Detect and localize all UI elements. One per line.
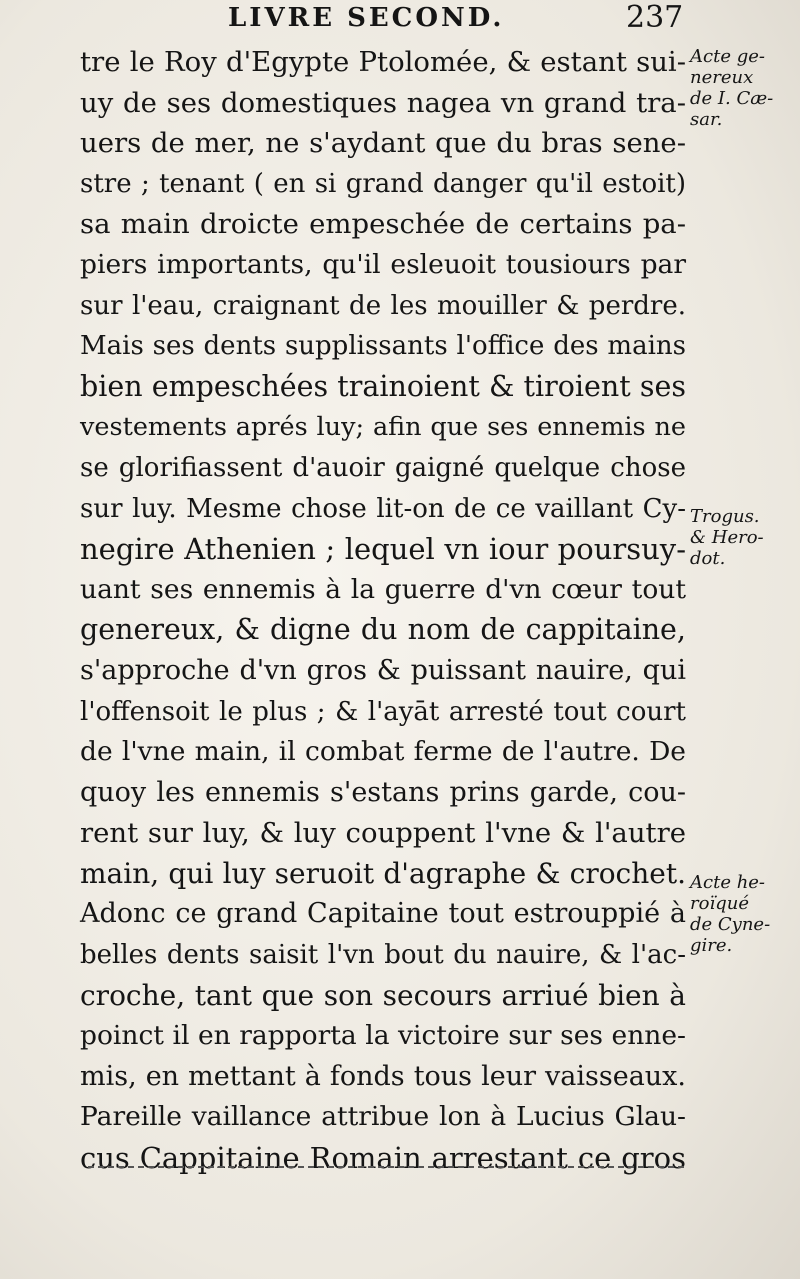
text-line: main, qui luy seruoit d'agraphe & crochet. [80,856,686,890]
margin-note-line: Acte he- [690,872,766,893]
body-text [80,42,686,1179]
text-line: uy de ses domestiques nagea vn grand tra- [80,86,686,119]
margin-note-line: dot. [690,548,726,569]
text-line: l'offensoit le plus ; & l'ayāt arresté tout court [80,696,686,727]
margin-note-line: de I. Cæ- [690,88,774,109]
page-number: 237 [626,0,684,35]
text-line: se glorifiassent d'auoir gaigné quelque chose [80,452,686,483]
text-line: piers importants, qu'il esleuoit tousiours par [80,248,686,280]
margin-note-line: & Hero- [690,527,764,548]
text-line: bien empeschées trainoient & tiroient ses [80,369,686,403]
text-line: sur luy. Mesme chose lit-on de ce vaillant Cy- [80,493,686,524]
text-line: Adonc ce grand Capitaine tout estrouppié à [80,898,686,930]
text-line: rent sur luy, & luy couppent l'vne & l'autre [80,817,686,850]
text-line: belles dents saisit l'vn bout du nauire, & l'ac- [80,940,686,971]
margin-note-line: Trogus. [690,506,760,527]
text-line: sa main droicte empeschée de certains pa- [80,208,686,241]
text-line: Pareille vaillance attribue lon à Lucius Glau- [80,1101,686,1133]
text-line: tre le Roy d'Egypte Ptolomée, & estant sui- [80,46,686,78]
running-head [0,0,800,40]
margin-note-line: de Cyne- [690,914,771,935]
text-line: de l'vne main, il combat ferme de l'autre. De [80,736,686,768]
margin-note-line: roïqué [690,893,749,914]
text-line: s'approche d'vn gros & puissant nauire, qui [80,654,686,686]
text-line: mis, en mettant à fonds tous leur vaisseaux. [80,1060,686,1092]
text-line: vestements aprés luy; afin que ses ennemis ne [80,412,686,443]
text-line: croche, tant que son secours arriué bien à [80,978,686,1012]
footer-rule [88,1166,684,1168]
text-line: negire Athenien ; lequel vn iour poursuy- [80,532,686,567]
margin-note-caesar [690,46,798,130]
text-line: uers de mer, ne s'aydant que du bras sene- [80,127,686,160]
text-line: stre ; tenant ( en si grand danger qu'il estoit) [80,168,686,199]
text-line: Mais ses dents supplissants l'office des mains [80,331,686,362]
text-line: sur l'eau, craignant de les mouiller & perdre. [80,290,686,321]
text-line: uant ses ennemis à la guerre d'vn cœur tout [80,573,686,605]
text-line: cus Cappitaine Romain arrestant ce gros [80,1141,686,1176]
text-line: poinct il en rapporta la victoire sur ses enne- [80,1020,686,1052]
margin-note-sources [690,506,798,569]
text-line: genereux, & digne du nom de cappitaine, [80,613,686,647]
margin-note-line: gire. [690,935,733,956]
margin-note-line: sar. [690,109,723,130]
margin-note-cynegire [690,872,798,956]
margin-note-line: Acte ge- [690,46,765,67]
margin-note-line: nereux [690,67,754,88]
text-line: quoy les ennemis s'estans prins garde, cou- [80,776,686,808]
running-head-title: LIVRE SECOND. [228,3,505,33]
